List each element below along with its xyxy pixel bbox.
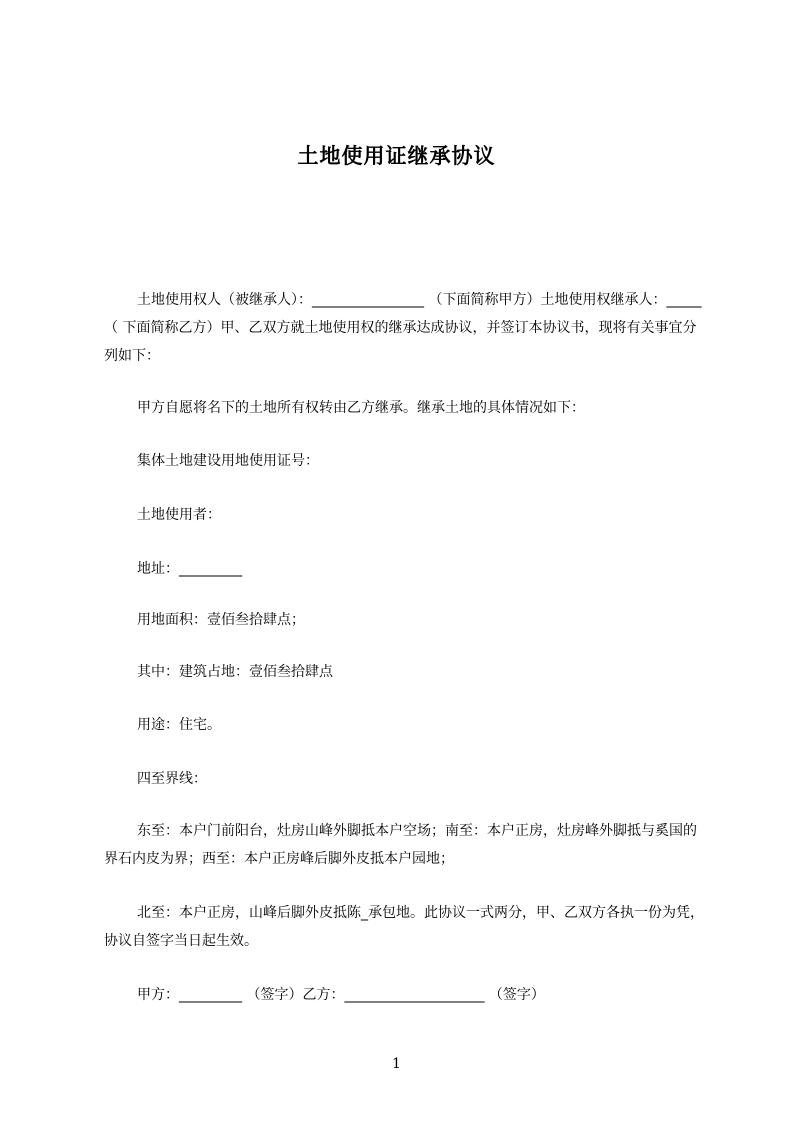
boundary-heading: 四至界线： (137, 771, 207, 787)
land-user: 土地使用者： (137, 507, 221, 523)
land-certificate-number: 集体土地建设用地使用证号： (137, 453, 319, 469)
land-area: 用地面积：壹佰叁拾肆点； (137, 612, 305, 628)
boundary-east-south-west: 东至：本户门前阳台，灶房山峰外脚抵本户空场；南至：本户正房，灶房峰外脚抵与奚国的界石内皮为界；西至：本户正房峰后脚外皮抵本户园地； (104, 823, 697, 867)
transfer-statement: 甲方自愿将名下的土地所有权转由乙方继承。继承土地的具体情况如下： (137, 400, 585, 416)
boundary-north-and-effect: 北至：本户正房，山峰后脚外皮抵陈_承包地。此协议一式两分，甲、乙双方各执一份为凭，协议自签字当日起生效。 (104, 905, 704, 949)
signature-line: 甲方：_________ （签字）乙方：____________________ （签字） (137, 987, 545, 1003)
land-address: 地址：_________ (137, 561, 242, 577)
land-purpose: 用途：住宅。 (137, 717, 221, 733)
building-area: 其中：建筑占地：壹佰叁拾肆点 (137, 664, 333, 680)
document-title: 土地使用证继承协议 (297, 144, 496, 168)
page-number: 1 (392, 1056, 401, 1072)
intro-paragraph: 土地使用权人（被继承人）：________________ （下面简称甲方）土地使用权继承人：_____（ 下面简称乙方）甲、乙双方就土地使用权的继承达成协议，并签订本协议书，现将有关事宜分列如下： (104, 292, 702, 364)
